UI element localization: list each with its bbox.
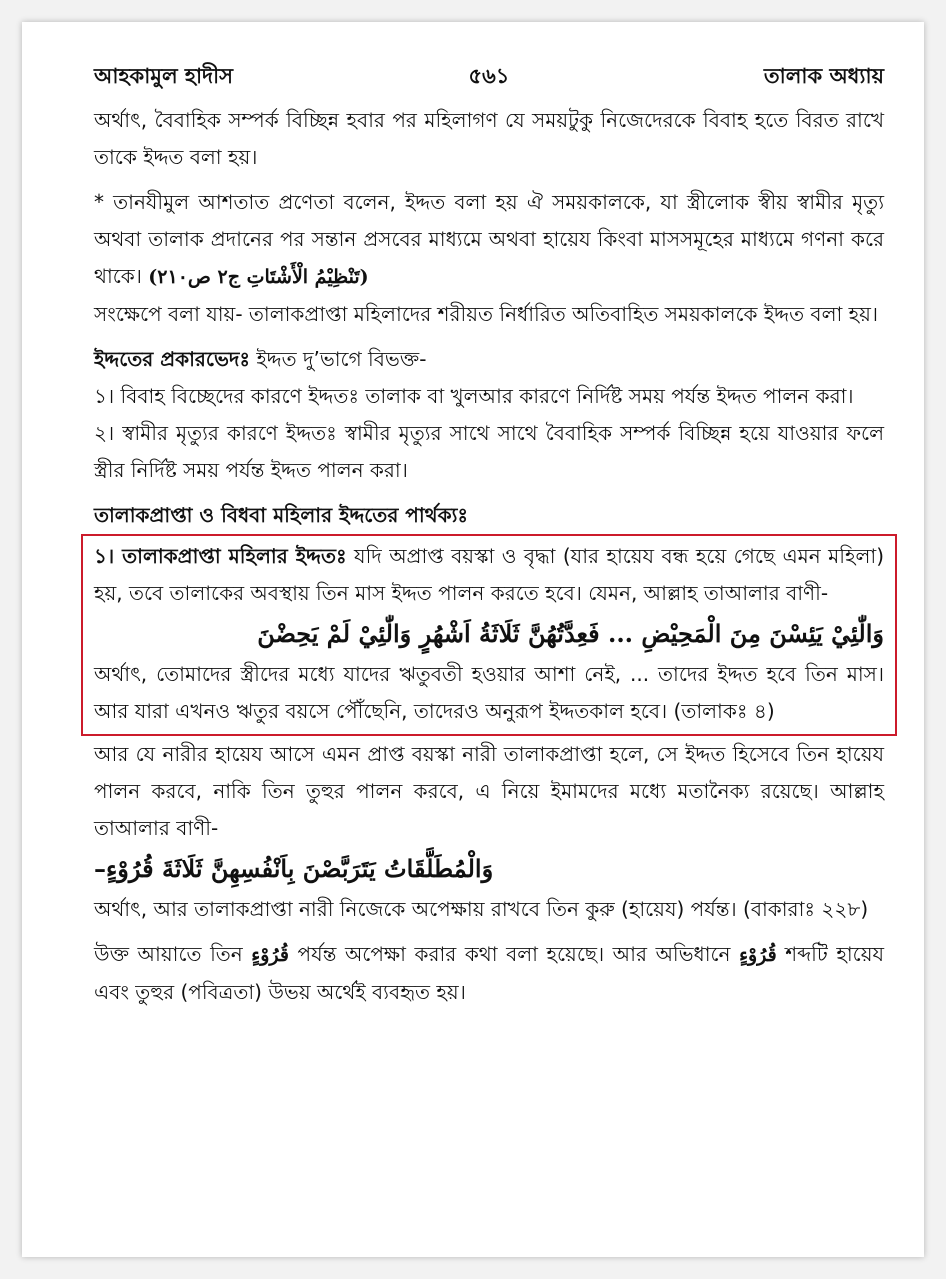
types-heading-line bbox=[94, 341, 884, 378]
box-arabic-verse: وَالّٰئِيْ يَئِسْنَ مِنَ الْمَحِيْضِ ... فَعِدَّتُهُنَّ ثَلَاثَةُ اَشْهُرٍ وَالّٰئِيْ لَمْ يَحِضْنَ bbox=[257, 619, 884, 648]
paragraph-quru bbox=[94, 936, 884, 1011]
tanzim-text: * তানযীমুল আশতাত প্রণেতা বলেন, ইদ্দত বলা হয় ঐ সময়কালকে, যা স্ত্রীলোক স্বীয় স্বামীর মৃত্যু অথবা তালাক প্রদানের পর সন্তান প্রসবের মাধ্যমে অথবা হায়েয কিংবা মাসসমূহের মাধ্যমে গণনা করে থাকে। bbox=[94, 190, 884, 288]
page-header bbox=[94, 52, 884, 92]
type-one: ১। বিবাহ বিচ্ছেদের কারণে ইদ্দতঃ তালাক বা খুলআর কারণে নির্দিষ্ট সময় পর্যন্ত ইদ্দত পালন করা। bbox=[94, 384, 854, 408]
quru-text-b: পর্যন্ত অপেক্ষা করার কথা বলা হয়েছে। আর অভিধানে bbox=[288, 942, 740, 966]
types-heading: ইদ্দতের প্রকারভেদঃ bbox=[94, 347, 251, 371]
paragraph-summary: সংক্ষেপে বলা যায়- তালাকপ্রাপ্তা মহিলাদের শরীয়ত নির্ধারিত অতিবাহিত সময়কালকে ইদ্দত বলা হয়। bbox=[94, 302, 879, 326]
quru-text-a: উক্ত আয়াতে তিন bbox=[94, 942, 252, 966]
difference-heading: তালাকপ্রাপ্তা ও বিধবা মহিলার ইদ্দতের পার্থক্যঃ bbox=[94, 503, 469, 527]
types-intro: ইদ্দত দু’ভাগে বিভক্ত- bbox=[250, 347, 427, 371]
box-paragraph bbox=[94, 538, 884, 612]
quru-word: قُرُوْءٍ bbox=[251, 944, 289, 966]
paragraph-menstruating: আর যে নারীর হায়েয আসে এমন প্রাপ্ত বয়স্কা নারী তালাকপ্রাপ্তা হলে, সে ইদ্দত হিসেবে তিন হায়েয পালন করবে, নাকি তিন তুহুর পালন করবে, এ নিয়ে ইমামদের মধ্যে মতানৈক্য রয়েছে। আল্লাহ তাআলার বাণী- bbox=[94, 742, 884, 840]
box-text: যদি অপ্রাপ্ত বয়স্কা ও বৃদ্ধা (যার হায়েয বন্ধ হয়ে গেছে এমন মহিলা) হয়, তবে তালাকের অবস্থায় তিন মাস ইদ্দত পালন করতে হবে। যেমন, আল্লাহ তাআলার বাণী- bbox=[94, 544, 884, 605]
page-number: ৫৬১ bbox=[468, 64, 510, 88]
type-two: ২। স্বামীর মৃত্যুর কারণে ইদ্দতঃ স্বামীর মৃত্যুর সাথে সাথে বৈবাহিক সম্পর্ক বিচ্ছিন্ন হয়ে যাওয়ার ফলে স্ত্রীর নির্দিষ্ট সময় পর্যন্ত ইদ্দত পালন করা। bbox=[94, 421, 884, 482]
header-chapter-title: তালাক অধ্যায় bbox=[763, 64, 884, 88]
paragraph-definition: অর্থাৎ, বৈবাহিক সম্পর্ক বিচ্ছিন্ন হবার পর মহিলাগণ যে সময়টুকু নিজেদেরকে বিবাহ হতে বিরত রাখে তাকে ইদ্দত বলা হয়। bbox=[94, 108, 884, 169]
arabic-verse-baqara: وَالْمُطَلَّقَاتُ يَتَرَبَّصْنَ بِاَنْفُسِهِنَّ ثَلَاثَةَ قُرُوْءٍ– bbox=[94, 854, 494, 883]
paragraph-tanzim bbox=[94, 184, 884, 296]
quru-word-2: قُرُوْءٍ bbox=[739, 944, 777, 966]
paragraph-baqara-translation: অর্থাৎ, আর তালাকপ্রাপ্তা নারী নিজেকে অপেক্ষায় রাখবে তিন কুরু (হায়েয) পর্যন্ত। (বাকারাঃ ২২৮) bbox=[94, 897, 869, 921]
document-page bbox=[22, 22, 924, 1257]
header-book-title: আহকামুল হাদীস bbox=[94, 64, 233, 88]
quru-text-c: শব্দটি হায়েয এবং তুহুর (পবিত্রতা) উভয় অর্থেই ব্যবহৃত হয়। bbox=[94, 942, 885, 1004]
highlight-box bbox=[81, 534, 897, 736]
box-translation: অর্থাৎ, তোমাদের স্ত্রীদের মধ্যে যাদের ঋতুবতী হওয়ার আশা নেই, ... তাদের ইদ্দত হবে তিন মাস। আর যারা এখনও ঋতুর বয়সে পৌঁছেনি, তাদেরও অনুরূপ ইদ্দতকাল হবে। (তালাকঃ ৪) bbox=[94, 662, 884, 723]
box-title: ১। তালাকপ্রাপ্তা মহিলার ইদ্দতঃ bbox=[94, 544, 347, 568]
tanzim-reference: (تَنْظِيْمُ الْأَشْتَاتِ ج٢ ص٢١٠) bbox=[148, 266, 369, 288]
page-content bbox=[94, 102, 884, 1011]
